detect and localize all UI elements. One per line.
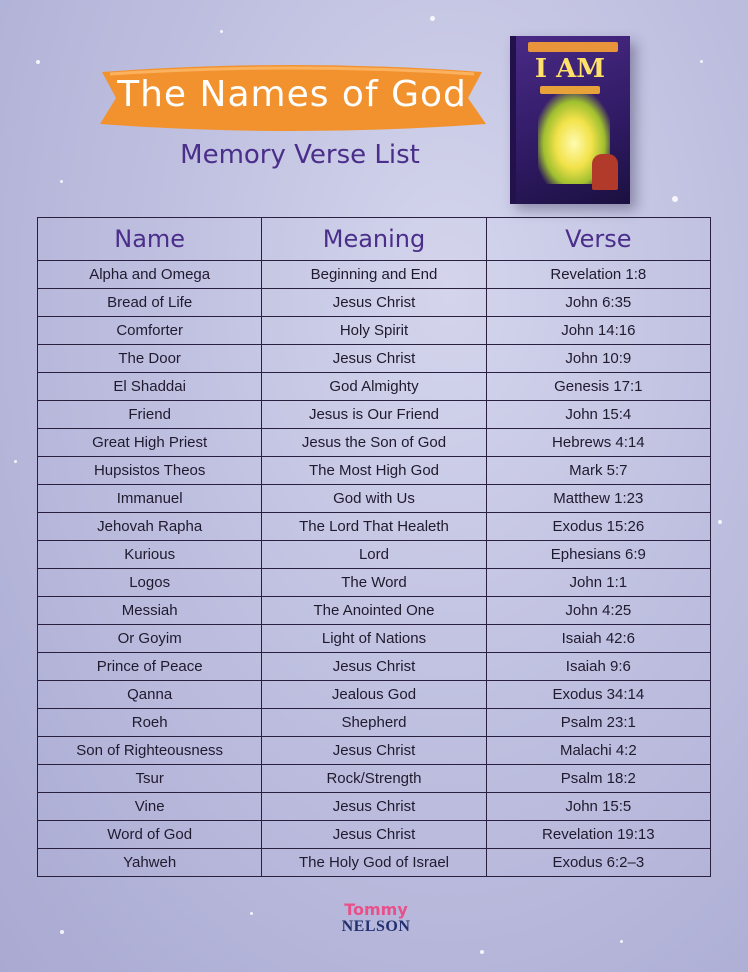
meaning-cell: The Word: [262, 569, 486, 597]
star: [60, 930, 64, 934]
meaning-cell: God Almighty: [262, 373, 486, 401]
verse-cell: Genesis 17:1: [486, 373, 710, 401]
name-cell: Comforter: [38, 317, 262, 345]
verse-cell: John 15:5: [486, 793, 710, 821]
table-row: [38, 793, 711, 821]
column-header-name: Name: [38, 218, 262, 261]
star: [220, 30, 223, 33]
book-title: I AM: [534, 54, 606, 84]
table-header-row: [38, 218, 711, 261]
column-header-verse: Verse: [486, 218, 710, 261]
name-cell: Vine: [38, 793, 262, 821]
table-row: [38, 513, 711, 541]
verse-cell: Revelation 19:13: [486, 821, 710, 849]
meaning-cell: Jesus Christ: [262, 653, 486, 681]
verse-cell: Matthew 1:23: [486, 485, 710, 513]
table-row: [38, 261, 711, 289]
moses-figure-illustration: [592, 154, 618, 190]
star: [14, 460, 17, 463]
meaning-cell: Holy Spirit: [262, 317, 486, 345]
memory-verse-table: [37, 217, 711, 877]
meaning-cell: The Holy God of Israel: [262, 849, 486, 877]
name-cell: Bread of Life: [38, 289, 262, 317]
star: [718, 520, 722, 524]
name-cell: Alpha and Omega: [38, 261, 262, 289]
verse-cell: John 10:9: [486, 345, 710, 373]
meaning-cell: Shepherd: [262, 709, 486, 737]
verse-cell: Psalm 23:1: [486, 709, 710, 737]
verse-cell: John 6:35: [486, 289, 710, 317]
verse-cell: Mark 5:7: [486, 457, 710, 485]
name-cell: Friend: [38, 401, 262, 429]
name-cell: Qanna: [38, 681, 262, 709]
book-cover-image: [510, 36, 630, 204]
name-cell: Tsur: [38, 765, 262, 793]
table-row: [38, 709, 711, 737]
name-cell: Word of God: [38, 821, 262, 849]
name-cell: Jehovah Rapha: [38, 513, 262, 541]
name-cell: Hupsistos Theos: [38, 457, 262, 485]
name-cell: Kurious: [38, 541, 262, 569]
book-top-band: [528, 42, 618, 52]
star: [430, 16, 435, 21]
meaning-cell: Jealous God: [262, 681, 486, 709]
meaning-cell: Rock/Strength: [262, 765, 486, 793]
verse-cell: John 14:16: [486, 317, 710, 345]
verse-cell: John 15:4: [486, 401, 710, 429]
logo-nelson-text: NELSON: [341, 918, 411, 935]
verse-cell: Isaiah 9:6: [486, 653, 710, 681]
name-cell: Prince of Peace: [38, 653, 262, 681]
book-subtitle-band: [540, 86, 600, 94]
meaning-cell: Lord: [262, 541, 486, 569]
name-cell: The Door: [38, 345, 262, 373]
table-row: [38, 821, 711, 849]
table-row: [38, 597, 711, 625]
name-cell: Logos: [38, 569, 262, 597]
name-cell: Son of Righteousness: [38, 737, 262, 765]
verse-cell: Ephesians 6:9: [486, 541, 710, 569]
verse-cell: Malachi 4:2: [486, 737, 710, 765]
name-cell: Or Goyim: [38, 625, 262, 653]
verse-cell: John 4:25: [486, 597, 710, 625]
star: [480, 950, 484, 954]
table-row: [38, 485, 711, 513]
meaning-cell: Jesus is Our Friend: [262, 401, 486, 429]
verse-cell: Exodus 15:26: [486, 513, 710, 541]
meaning-cell: The Anointed One: [262, 597, 486, 625]
meaning-cell: Jesus Christ: [262, 289, 486, 317]
table-row: [38, 653, 711, 681]
table-row: [38, 849, 711, 877]
table-row: [38, 289, 711, 317]
verse-cell: Exodus 6:2–3: [486, 849, 710, 877]
name-cell: Yahweh: [38, 849, 262, 877]
star: [60, 180, 63, 183]
verse-cell: Revelation 1:8: [486, 261, 710, 289]
table-row: [38, 317, 711, 345]
table-row: [38, 373, 711, 401]
star: [250, 912, 253, 915]
table-row: [38, 737, 711, 765]
meaning-cell: Beginning and End: [262, 261, 486, 289]
meaning-cell: Jesus Christ: [262, 793, 486, 821]
table-row: [38, 569, 711, 597]
name-cell: Immanuel: [38, 485, 262, 513]
table-row: [38, 765, 711, 793]
star: [672, 196, 678, 202]
meaning-cell: Jesus the Son of God: [262, 429, 486, 457]
table-row: [38, 625, 711, 653]
meaning-cell: God with Us: [262, 485, 486, 513]
page-title: The Names of God: [117, 74, 467, 115]
meaning-cell: Jesus Christ: [262, 345, 486, 373]
verse-cell: Exodus 34:14: [486, 681, 710, 709]
verse-cell: Psalm 18:2: [486, 765, 710, 793]
name-cell: Great High Priest: [38, 429, 262, 457]
name-cell: Roeh: [38, 709, 262, 737]
verse-cell: Hebrews 4:14: [486, 429, 710, 457]
column-header-meaning: Meaning: [262, 218, 486, 261]
verse-cell: Isaiah 42:6: [486, 625, 710, 653]
logo-tommy-text: Tommy: [344, 900, 408, 919]
title-banner: [96, 62, 488, 134]
star: [620, 940, 623, 943]
star: [36, 60, 40, 64]
meaning-cell: Jesus Christ: [262, 737, 486, 765]
table-row: [38, 401, 711, 429]
meaning-cell: Jesus Christ: [262, 821, 486, 849]
table-row: [38, 541, 711, 569]
name-cell: Messiah: [38, 597, 262, 625]
table-row: [38, 345, 711, 373]
page-subtitle: Memory Verse List: [180, 140, 420, 170]
table-row: [38, 681, 711, 709]
meaning-cell: The Most High God: [262, 457, 486, 485]
name-cell: El Shaddai: [38, 373, 262, 401]
meaning-cell: Light of Nations: [262, 625, 486, 653]
star: [700, 60, 703, 63]
meaning-cell: The Lord That Healeth: [262, 513, 486, 541]
table-row: [38, 429, 711, 457]
publisher-logo: [330, 902, 422, 938]
table-row: [38, 457, 711, 485]
verse-cell: John 1:1: [486, 569, 710, 597]
